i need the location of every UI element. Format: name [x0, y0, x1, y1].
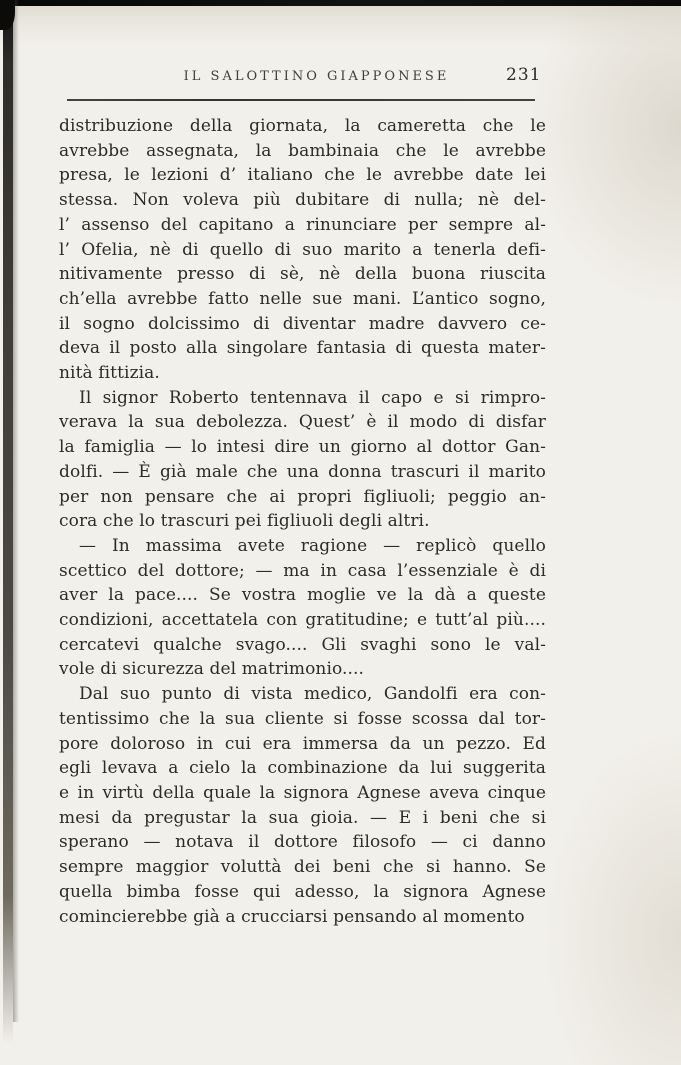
text-line: egli levava a cielo la combinazione da lui suggerita: [59, 758, 546, 779]
text-line: comincierebbe già a crucciarsi pensando al momento: [59, 906, 525, 927]
text-line: dolfi. — È già male che una donna trascuri il marito: [59, 461, 546, 482]
text-line: la famiglia — lo intesi dire un giorno al dottor Gan-: [59, 437, 546, 458]
text-line: sempre maggior voluttà dei beni che si hanno. Se: [59, 857, 546, 878]
running-title: IL SALOTTINO GIAPPONESE: [183, 69, 450, 84]
text-line: distribuzione della giornata, la cameretta che le: [59, 116, 546, 136]
text-line: cora che lo trascuri pei figliuoli degli altri.: [59, 511, 430, 532]
text-line: avrebbe assegnata, la bambinaia che le avrebbe: [59, 140, 546, 161]
text-block: [59, 114, 546, 929]
text-line: l’ Ofelia, nè di quello di suo marito a tenerla defi-: [59, 239, 546, 260]
text-line: il sogno dolcissimo di diventar madre davvero ce-: [59, 313, 546, 334]
text-line: presa, le lezioni d’ italiano che le avrebbe date lei: [59, 165, 546, 186]
text-line: deva il posto alla singolare fantasia di questa mater-: [59, 338, 546, 359]
text-line: l’ assenso del capitano a rinunciare per sempre al-: [59, 214, 546, 235]
text-line: scettico del dottore; — ma in casa l’essenziale è di: [59, 560, 546, 581]
book-spine-shadow-feather: [13, 0, 19, 1022]
book-spine-shadow: [3, 0, 13, 1054]
text-line: e in virtù della quale la signora Agnese aveva cinque: [59, 782, 546, 803]
text-line: aver la pace.... Se vostra moglie ve la dà a queste: [59, 585, 546, 606]
scan-top-edge: [0, 0, 681, 6]
text-line: stessa. Non voleva più dubitare di nulla; nè del-: [59, 190, 546, 211]
text-line: sperano — notava il dottore filosofo — ci danno: [59, 832, 546, 853]
text-line: per non pensare che ai propri figliuoli; peggio an-: [59, 486, 546, 507]
text-line: quella bimba fosse qui adesso, la signora Agnese: [59, 881, 546, 902]
text-line: Il signor Roberto tentennava il capo e si rimpro-: [79, 387, 546, 408]
text-line: — In massima avete ragione — replicò quello: [79, 535, 546, 556]
text-line: cercatevi qualche svago.... Gli svaghi sono le val-: [59, 634, 546, 655]
text-line: ch’ella avrebbe fatto nelle sue mani. L’antico sogno,: [59, 288, 546, 309]
text-line: Dal suo punto di vista medico, Gandolfi era con-: [79, 684, 546, 705]
text-line: mesi da pregustar la sua gioia. — E i beni che si: [59, 807, 546, 828]
text-line: tentissimo che la sua cliente si fosse scossa dal tor-: [59, 708, 546, 729]
header-rule: [67, 99, 535, 101]
page-number: 231: [506, 65, 542, 85]
text-line: condizioni, accettatela con gratitudine; e tutt’al più....: [59, 610, 546, 631]
text-line: vole di sicurezza del matrimonio....: [59, 659, 365, 680]
text-line: verava la sua debolezza. Quest’ è il modo di disfar: [59, 412, 546, 433]
text-line: pore doloroso in cui era immersa da un pezzo. Ed: [59, 733, 546, 754]
text-line: nità fittizia.: [59, 363, 160, 384]
text-line: nitivamente presso di sè, nè della buona riuscita: [59, 264, 546, 285]
